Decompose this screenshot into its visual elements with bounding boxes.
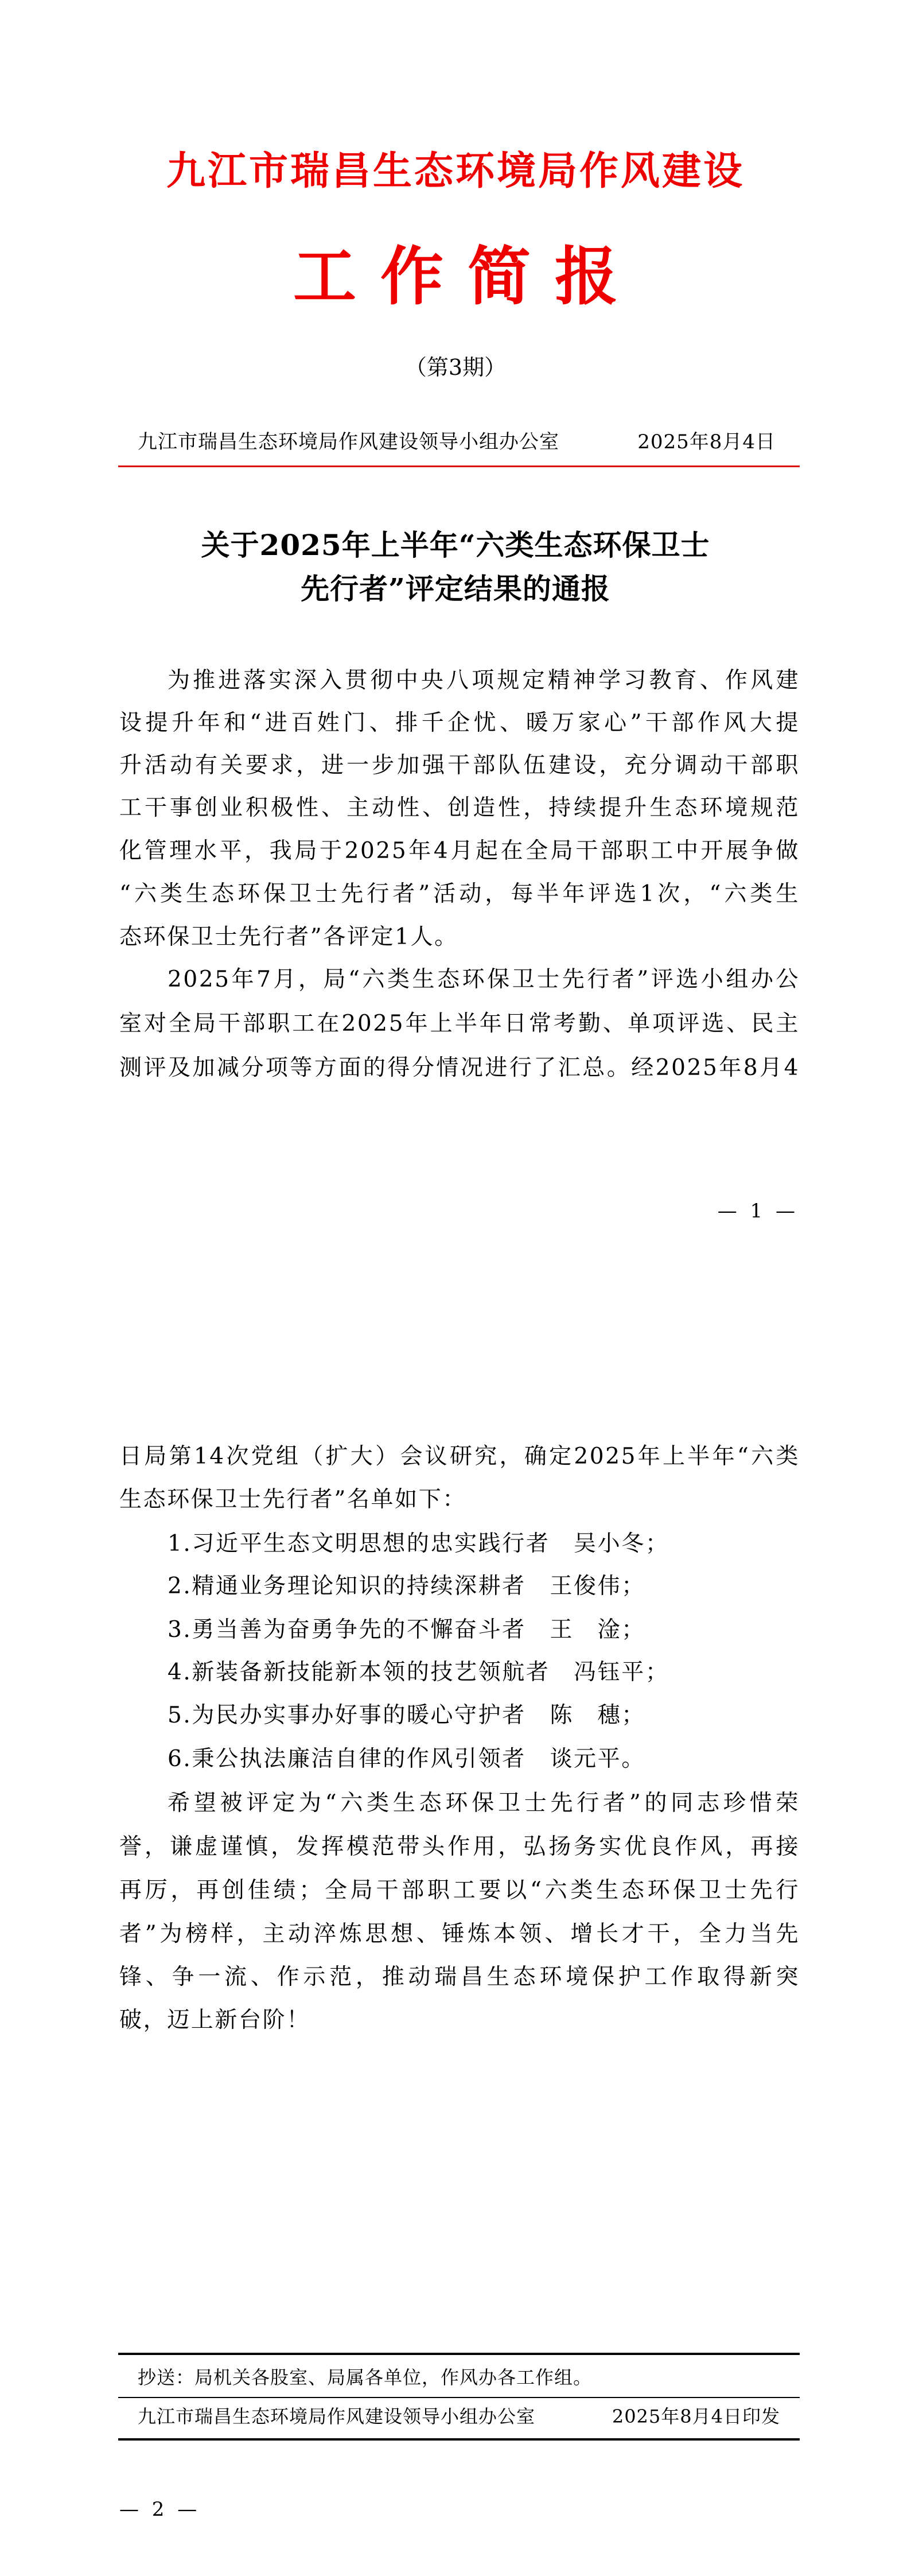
closing-paragraph-line: 再厉，再创佳绩；全局干部职工要以“六类生态环保卫士先行 (119, 1877, 800, 1903)
paragraph-1-line: 工干事创业积极性、主动性、创造性，持续提升生态环境规范 (119, 795, 800, 821)
cc-recipients: 局机关各股室、局属各单位，作风办各工作组。 (194, 2366, 593, 2388)
closing-paragraph-line: 誉，谦虚谨慎，发挥模范带头作用，弘扬务实优良作风，再接 (119, 1834, 800, 1860)
masthead-title: 九江市瑞昌生态环境局作风建设 (166, 148, 745, 194)
page-number-1: — 1 — (717, 1200, 799, 1223)
issue-date: 2025年8月4日 (637, 430, 776, 453)
awardee-name: 陈 穗； (550, 1702, 645, 1728)
cc-line (138, 2366, 592, 2389)
closing-paragraph-line: 者”为榜样，主动淬炼思想、锤炼本领、增长才干，全力当先 (119, 1921, 800, 1947)
closing-paragraph-line: 希望被评定为“六类生态环保卫士先行者”的同志珍惜荣 (168, 1790, 800, 1816)
awardee-number: 4. (168, 1659, 192, 1685)
print-line (138, 2405, 780, 2428)
awardee-number: 1. (168, 1531, 192, 1557)
issue-number: （第3期） (404, 355, 507, 380)
cc-label: 抄送： (138, 2366, 195, 2388)
footer-top-rule (118, 2353, 800, 2355)
issuer-name: 九江市瑞昌生态环境局作风建设领导小组办公室 (138, 430, 559, 453)
awardee-name: 谈元平。 (550, 1746, 645, 1772)
awardee-title: 习近平生态文明思想的忠实践行者 (192, 1531, 550, 1557)
awardee-title: 为民办实事办好事的暖心守护者 (192, 1702, 526, 1728)
issuer-row (138, 429, 776, 455)
paragraph-2-line: 日局第14次党组（扩大）会议研究，确定2025年上半年“六类 (119, 1444, 800, 1469)
awardee-name: 王俊伟； (550, 1573, 645, 1599)
paragraph-1-line: 态环保卫士先行者”各评定1人。 (119, 924, 458, 950)
footer-bottom-rule (118, 2438, 800, 2441)
publication-title: 工作简报 (293, 239, 642, 313)
paragraph-2-line: 测评及加减分项等方面的得分情况进行了汇总。经2025年8月4 (119, 1055, 800, 1081)
footer-issuer: 九江市瑞昌生态环境局作风建设领导小组办公室 (138, 2406, 536, 2427)
awardee-item (119, 1737, 800, 1780)
awardee-title: 勇当善为奋勇争先的不懈奋斗者 (192, 1617, 526, 1643)
closing-paragraph-line: 锋、争一流、作示范，推动瑞昌生态环境保护工作取得新突 (119, 1964, 800, 1990)
paragraph-1-line: 化管理水平，我局于2025年4月起在全局干部职工中开展争做 (119, 838, 800, 864)
awardee-name: 冯钰平； (574, 1659, 669, 1685)
print-date: 2025年8月4日印发 (612, 2406, 780, 2427)
awardee-item (119, 1522, 800, 1565)
document-title-line-1: 关于2025年上半年“六类生态环保卫士 (201, 528, 710, 562)
awardee-item (119, 1608, 800, 1651)
awardee-name: 吴小冬； (574, 1531, 669, 1557)
awardee-title: 精通业务理论知识的持续深耕者 (192, 1573, 526, 1599)
paragraph-2-line: 生态环保卫士先行者”名单如下： (119, 1487, 466, 1512)
red-divider (118, 465, 800, 467)
closing-paragraph-line: 破，迈上新台阶！ (119, 2007, 310, 2033)
document-title-line-2: 先行者”评定结果的通报 (301, 572, 610, 606)
awardee-item (119, 1651, 800, 1694)
awardee-number: 3. (168, 1617, 192, 1643)
awardee-name: 王 淦； (550, 1617, 645, 1643)
paragraph-1-line: 为推进落实深入贯彻中央八项规定精神学习教育、作风建 (168, 668, 800, 693)
page-number-2: — 2 — (119, 2498, 201, 2521)
document-title (0, 523, 911, 611)
awardee-number: 5. (168, 1702, 192, 1728)
paragraph-2-line: 2025年7月，局“六类生态环保卫士先行者”评选小组办公 (168, 967, 800, 992)
paragraph-1-line: “六类生态环保卫士先行者”活动，每半年评选1次，“六类生 (119, 881, 800, 907)
paragraph-1-line: 设提升年和“进百姓门、排千企忧、暖万家心”干部作风大提 (119, 710, 800, 736)
awardee-number: 2. (168, 1573, 192, 1599)
awardee-number: 6. (168, 1746, 192, 1772)
footer-middle-rule (118, 2397, 800, 2398)
awardee-item (119, 1565, 800, 1608)
paragraph-2-line: 室对全局干部职工在2025年上半年日常考勤、单项评选、民主 (119, 1011, 800, 1037)
awardee-item (119, 1694, 800, 1737)
awardee-title: 新装备新技能新本领的技艺领航者 (192, 1659, 550, 1685)
paragraph-1-line: 升活动有关要求，进一步加强干部队伍建设，充分调动干部职 (119, 752, 800, 778)
awardee-title: 秉公执法廉洁自律的作风引领者 (192, 1746, 526, 1772)
